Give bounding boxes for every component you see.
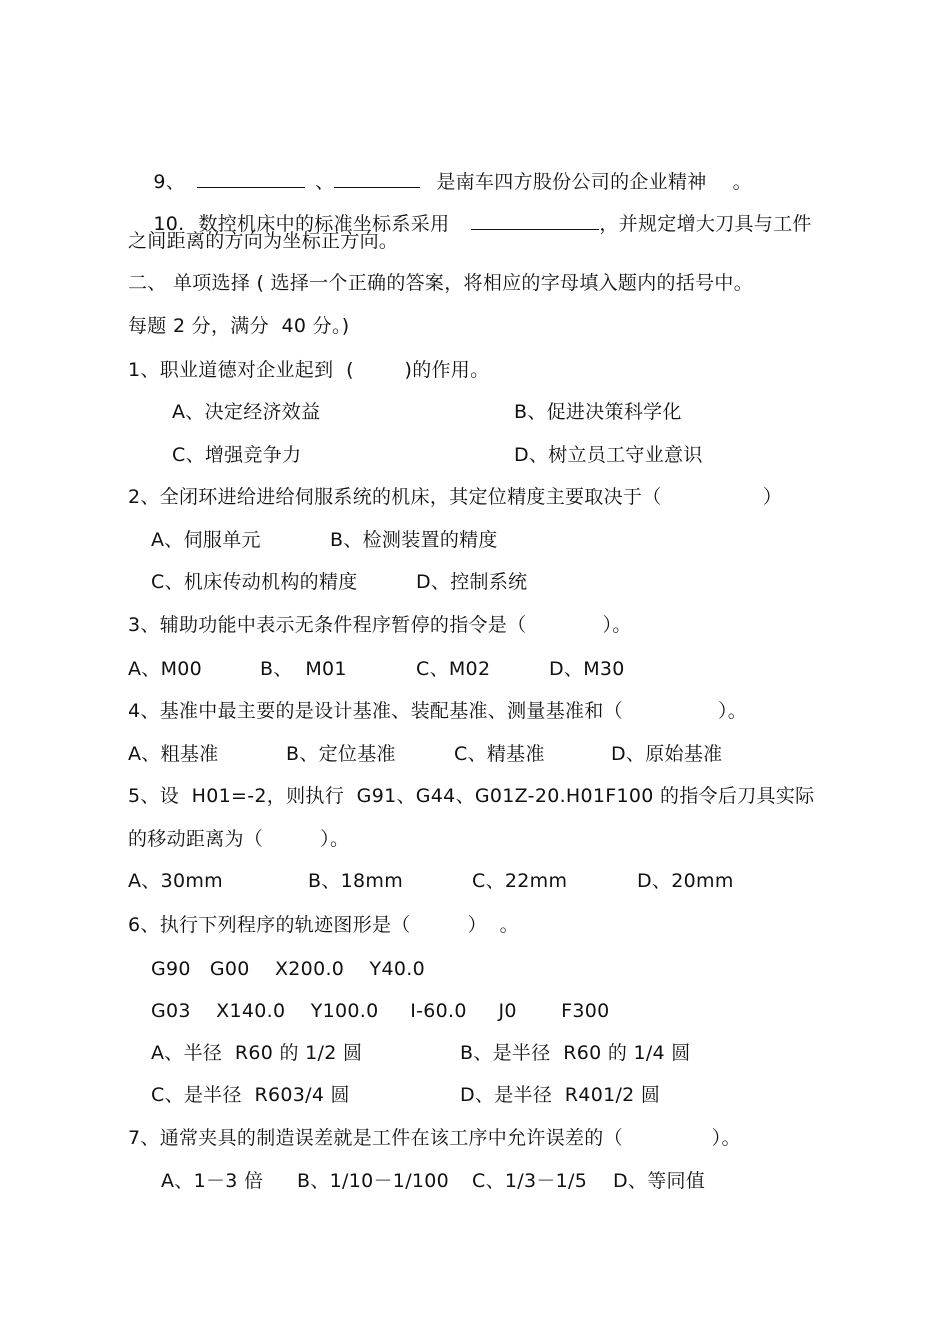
q1-option-a: A、决定经济效益: [172, 401, 321, 423]
q9-text: 是南车四方股份公司的企业精神: [436, 171, 707, 193]
q3-option-a: A、M00: [128, 658, 203, 680]
q6-option-c: C、是半径 R603/4 圆: [151, 1084, 350, 1106]
q1-option-d: D、树立员工守业意识: [514, 444, 703, 466]
q10-blank: [471, 211, 599, 230]
q2-option-d: D、控制系统: [416, 571, 528, 593]
q2-option-a: A、伺服单元: [151, 529, 261, 551]
q4-option-a: A、粗基准: [128, 743, 219, 765]
q2-option-b: B、检测装置的精度: [330, 529, 498, 551]
q7-option-d: D、等同值: [613, 1170, 706, 1192]
q1-option-b: B、促进决策科学化: [514, 401, 682, 423]
q7-option-c: C、1/3－1/5: [472, 1170, 588, 1192]
q7-option-a: A、1－3 倍: [161, 1170, 264, 1192]
q9-end: 。: [732, 171, 752, 193]
q3-option-c: C、M02: [416, 658, 491, 680]
q9-number: 9、: [153, 171, 186, 193]
q6-option-b: B、是半径 R60 的 1/4 圆: [460, 1042, 691, 1064]
question-5-cont: 的移动距离为（ ）。: [128, 828, 350, 850]
section-2-heading-cont: 每题 2 分，满分 40 分。): [128, 315, 350, 337]
q10-number: 10.: [153, 213, 185, 235]
q9-separator: 、: [315, 171, 335, 193]
q2-option-c: C、机床传动机构的精度: [151, 571, 358, 593]
q6-code-line-2: G03 X140.0 Y100.0 I-60.0 J0 F300: [151, 1000, 610, 1022]
q4-option-b: B、定位基准: [286, 743, 396, 765]
question-4: 4、基准中最主要的是设计基准、装配基准、测量基准和（ ）。: [128, 700, 748, 722]
question-3: 3、辅助功能中表示无条件程序暂停的指令是（ ）。: [128, 614, 632, 636]
q5-option-b: B、18mm: [308, 870, 404, 892]
q6-option-a: A、半径 R60 的 1/2 圆: [151, 1042, 363, 1064]
q10-text-b: ，并规定增大刀具与工件: [599, 213, 812, 235]
q6-code-line-1: G90 G00 X200.0 Y40.0: [151, 958, 425, 980]
q5-option-c: C、22mm: [472, 870, 568, 892]
q5-option-d: D、20mm: [637, 870, 734, 892]
question-6: 6、执行下列程序的轨迹图形是（ ） 。: [128, 914, 519, 936]
question-10-cont: 之间距离的方向为坐标正方向。: [128, 230, 399, 252]
question-7: 7、通常夹具的制造误差就是工件在该工序中允许误差的（ ）。: [128, 1127, 741, 1149]
q4-option-c: C、精基准: [454, 743, 545, 765]
q5-option-a: A、30mm: [128, 870, 223, 892]
section-2-heading: 二、 单项选择 ( 选择一个正确的答案，将相应的字母填入题内的括号中。: [128, 272, 754, 294]
q10-text-a: 数控机床中的标准坐标系采用: [198, 213, 450, 235]
q7-option-b: B、1/10－1/100: [297, 1170, 450, 1192]
q6-option-d: D、是半径 R401/2 圆: [460, 1084, 661, 1106]
question-1: 1、职业道德对企业起到 ( )的作用。: [128, 359, 490, 381]
question-5: 5、设 H01=-2，则执行 G91、G44、G01Z-20.H01F100 的指令后刀具实际: [128, 785, 815, 807]
q3-option-b: B、 M01: [260, 658, 347, 680]
question-2: 2、全闭环进给进给伺服系统的机床，其定位精度主要取决于（ ）: [128, 486, 783, 508]
q3-option-d: D、M30: [549, 658, 625, 680]
q4-option-d: D、原始基准: [611, 743, 723, 765]
q1-option-c: C、增强竞争力: [172, 444, 302, 466]
